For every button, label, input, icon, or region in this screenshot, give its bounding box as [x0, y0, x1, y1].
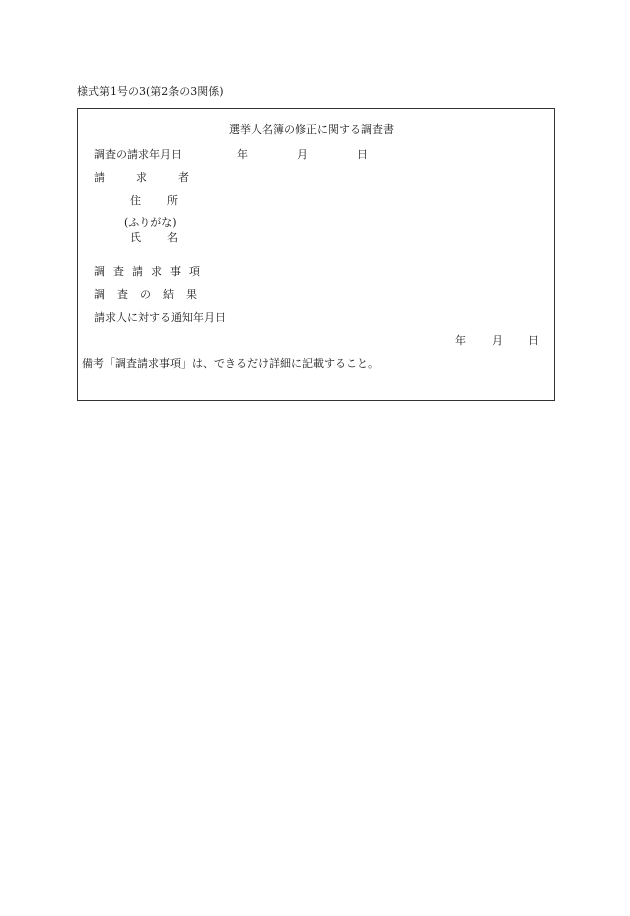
notice-date-month: 月 — [492, 334, 503, 347]
notice-date-label: 請求人に対する通知年月日 — [94, 311, 226, 324]
request-items-char-2: 査 — [113, 265, 124, 278]
result-char-3: の — [140, 288, 151, 301]
furigana-label: (ふりがな) — [124, 216, 177, 229]
request-items-char-1: 調 — [94, 265, 105, 278]
result-char-1: 調 — [94, 288, 105, 301]
result-char-4: 結 — [163, 288, 174, 301]
requester-label-1: 請 — [94, 171, 105, 184]
address-label-1: 住 — [130, 194, 141, 207]
request-date-month: 月 — [297, 148, 308, 161]
result-char-5: 果 — [186, 288, 197, 301]
notice-date-day: 日 — [528, 334, 539, 347]
name-label-1: 氏 — [130, 231, 141, 244]
form-number: 様式第1号の3(第2条の3関係) — [77, 85, 224, 98]
requester-label-2: 求 — [136, 171, 147, 184]
remark-text: 備考「調査請求事項」は、できるだけ詳細に記載すること。 — [82, 357, 379, 370]
name-label-2: 名 — [167, 231, 178, 244]
address-label-2: 所 — [167, 194, 178, 207]
request-items-char-5: 事 — [170, 265, 181, 278]
request-date-day: 日 — [357, 148, 368, 161]
request-items-char-4: 求 — [151, 265, 162, 278]
request-date-year: 年 — [237, 148, 248, 161]
requester-label-3: 者 — [178, 171, 189, 184]
form-title: 選挙人名簿の修正に関する調査書 — [229, 123, 394, 136]
request-items-char-3: 請 — [132, 265, 143, 278]
request-items-char-6: 項 — [189, 265, 200, 278]
request-date-label: 調査の請求年月日 — [94, 148, 182, 161]
result-char-2: 査 — [117, 288, 128, 301]
notice-date-year: 年 — [455, 334, 466, 347]
